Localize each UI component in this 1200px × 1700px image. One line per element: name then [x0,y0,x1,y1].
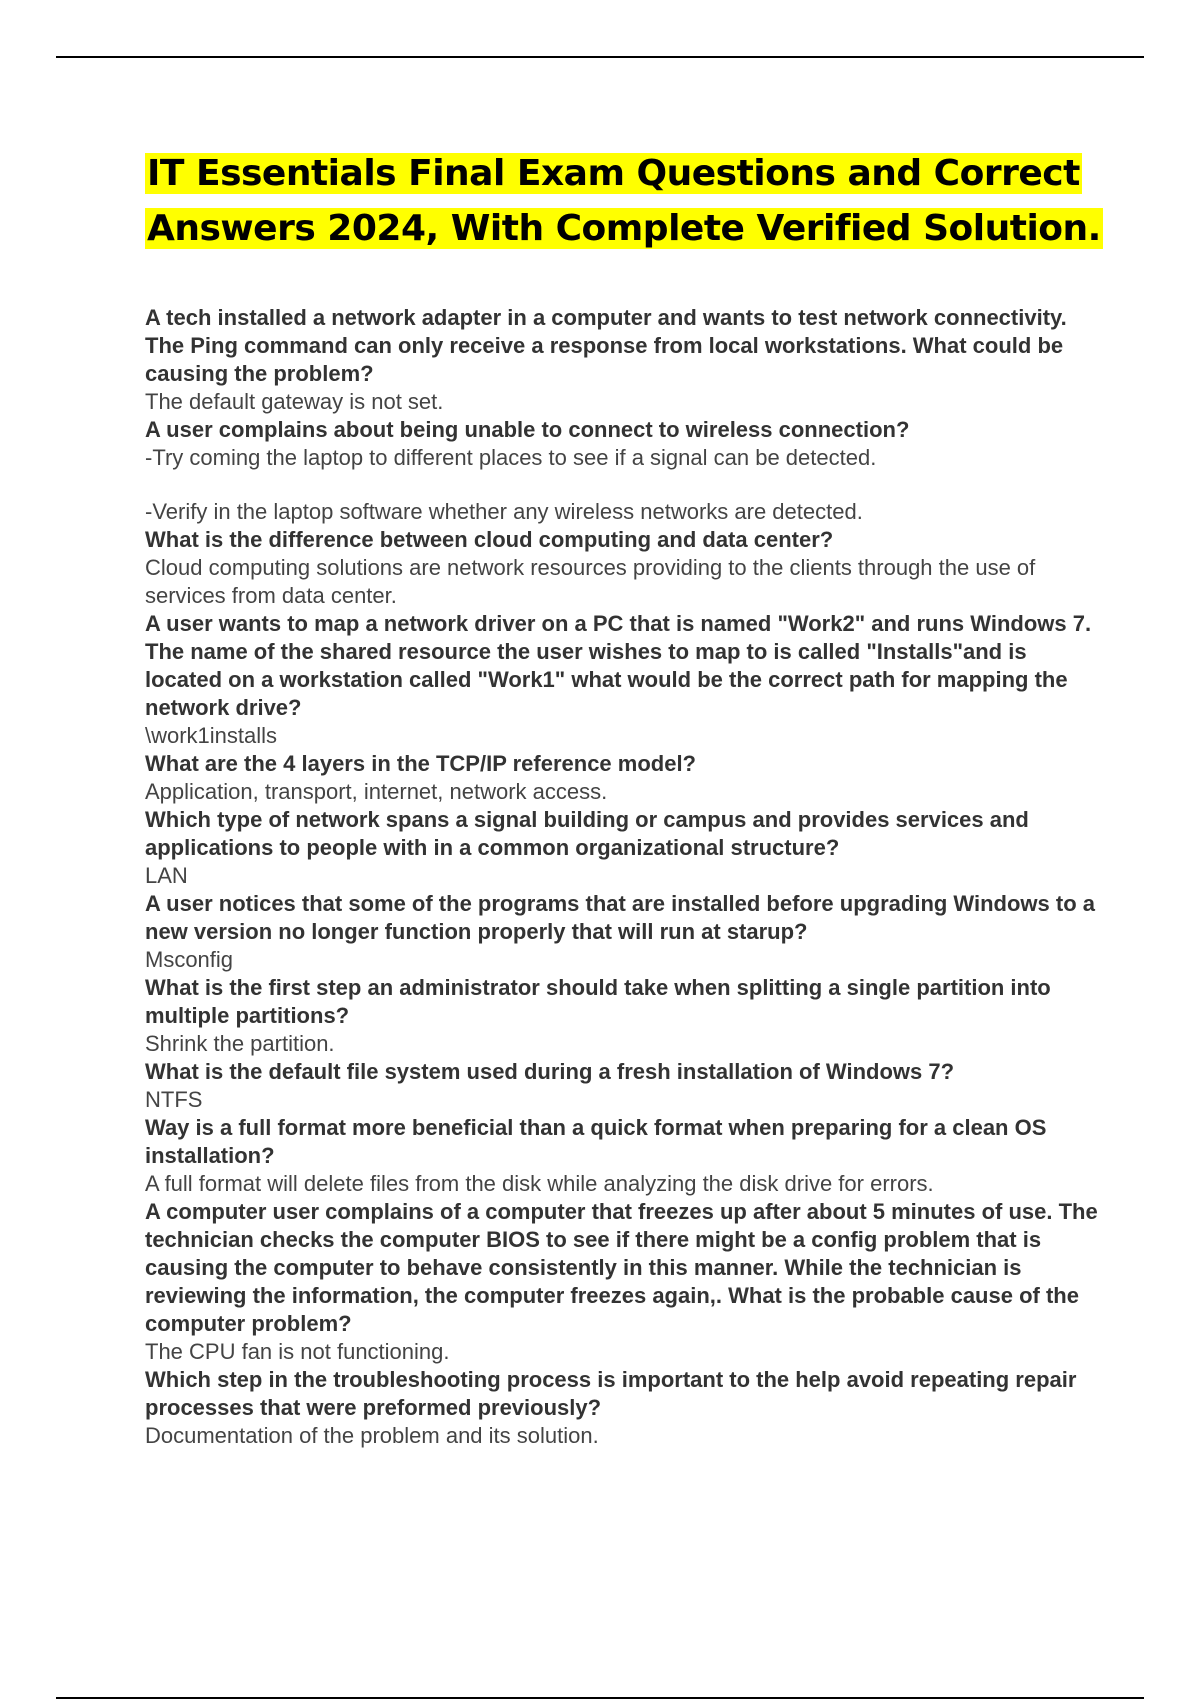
qa-list [145,304,1105,1450]
question-text: What is the first step an administrator should take when splitting a single partition into multiple partitions? [145,975,1051,1028]
header-rule [56,56,1144,58]
question-text: What is the difference between cloud computing and data center? [145,527,834,552]
answer-text: -Verify in the laptop software whether any wireless networks are detected. [145,499,863,524]
document-title [145,146,1155,256]
question-text: A user wants to map a network driver on a PC that is named "Work2" and runs Windows 7. The name of the shared resource the user wishes to map to is called "Installs"and is located on a workstation called "Work1" what would be the correct path for mapping the network drive? [145,611,1092,720]
qa-item [145,1058,1105,1114]
answer-text: The CPU fan is not functioning. [145,1339,450,1364]
question-text: A user complains about being unable to connect to wireless connection? [145,417,910,442]
answer-text: A full format will delete files from the disk while analyzing the disk drive for errors. [145,1171,934,1196]
answer-text: Documentation of the problem and its solution. [145,1423,599,1448]
qa-item [145,974,1105,1058]
qa-item [145,304,1105,416]
title-highlight [145,153,1103,249]
question-text: Which type of network spans a signal building or campus and provides services and applications to people with in a common organizational structure? [145,807,1029,860]
question-text: A tech installed a network adapter in a computer and wants to test network connectivity. The Ping command can only receive a response from local workstations. What could be causing the problem? [145,305,1067,386]
qa-item [145,526,1105,610]
answer-text: LAN [145,863,188,888]
answer-text: \work1installs [145,723,278,748]
qa-item [145,610,1105,750]
answer-text: The default gateway is not set. [145,389,444,414]
question-text: What are the 4 layers in the TCP/IP reference model? [145,751,696,776]
qa-item [145,1114,1105,1198]
question-text: Way is a full format more beneficial than a quick format when preparing for a clean OS installation? [145,1115,1047,1168]
qa-item [145,1198,1105,1366]
qa-item [145,416,1105,526]
qa-item [145,750,1105,806]
question-text: What is the default file system used during a fresh installation of Windows 7? [145,1059,955,1084]
title-part-2: Questions and Correct Answers 2024, With Complete Verified Solution. [147,153,1101,249]
answer-text: NTFS [145,1087,203,1112]
answer-text: Msconfig [145,947,234,972]
answer-text: -Try coming the laptop to different places to see if a signal can be detected. [145,445,877,470]
question-text: Which step in the troubleshooting process is important to the help avoid repeating repair processes that were preformed previously? [145,1367,1077,1420]
question-text: A user notices that some of the programs that are installed before upgrading Windows to a new version no longer function properly that will run at starup? [145,891,1096,944]
question-text: A computer user complains of a computer that freezes up after about 5 minutes of use. The technician checks the computer BIOS to see if there might be a config problem that is causing the computer to behave consistently in this manner. While the technician is reviewing the information, the computer freezes again,. What is the probable cause of the computer problem? [145,1199,1098,1336]
footer-rule [56,1697,1144,1699]
answer-text: Shrink the partition. [145,1031,335,1056]
answer-text: Cloud computing solutions are network resources providing to the clients through the use of services from data center. [145,555,1036,608]
title-part-1: IT Essentials Final Exam [147,153,625,194]
qa-item [145,806,1105,890]
qa-item [145,890,1105,974]
answer-text: Application, transport, internet, network access. [145,779,608,804]
qa-item [145,1366,1105,1450]
